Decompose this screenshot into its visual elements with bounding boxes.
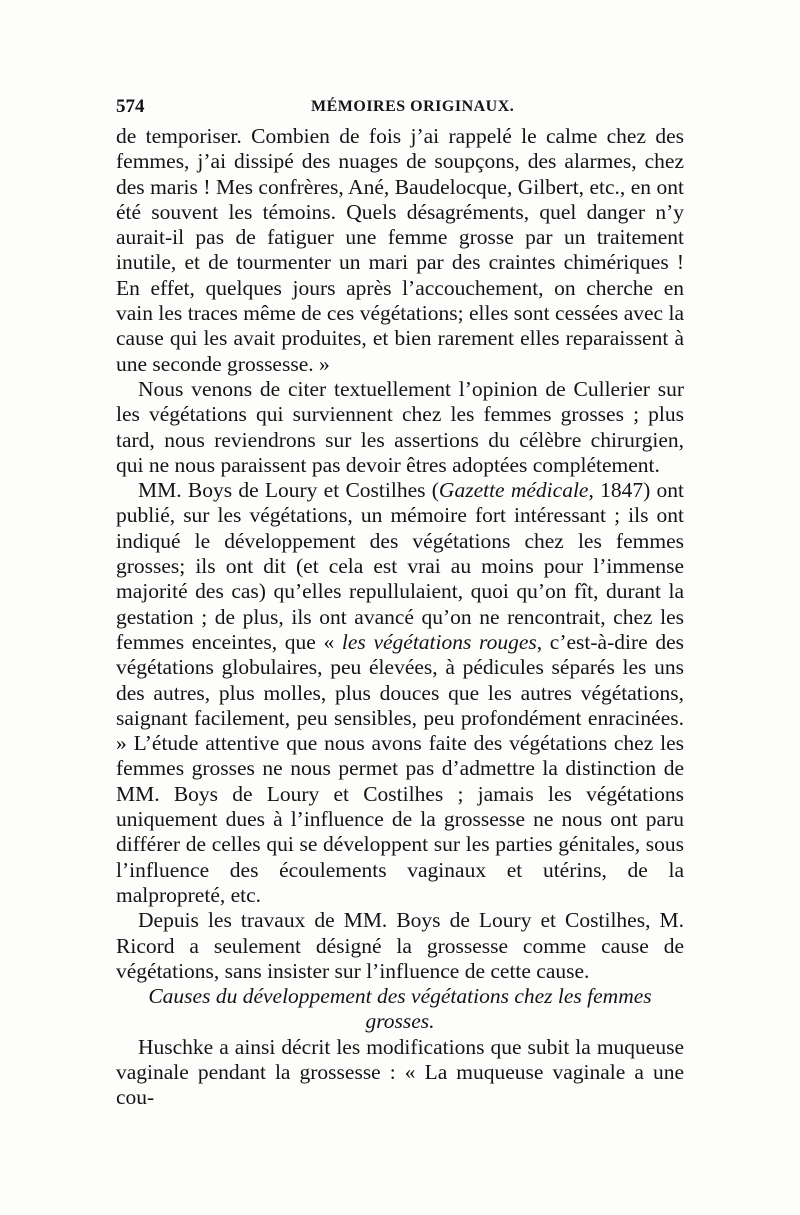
running-header (116, 96, 684, 122)
journal-title: Gazette médicale (438, 478, 589, 503)
running-title: MÉMOIRES ORIGINAUX. (311, 98, 515, 115)
paragraph-ricord: Depuis les travaux de MM. Boys de Loury et Costilhes, M. Ricord a seulement désigné la grossesse comme cause de végétations, sans insister sur l’influence de cette cause. (116, 908, 684, 983)
section-heading: Causes du développement des végétations chez les femmes grosses. (148, 984, 652, 1034)
paragraph-cullerier: Nous venons de citer textuellement l’opinion de Cullerier sur les végétations qui surviennent chez les femmes grosses ; plus tard, nous reviendrons sur les assertions du célèbre chirurgien, qui ne nous paraissent pas devoir êtres adoptées complétement. (116, 376, 684, 477)
page-number: 574 (116, 96, 145, 117)
paragraph-quote-end: de temporiser. Combien de fois j’ai rappelé le calme chez des femmes, j’ai dissipé des nuages de soupçons, des alarmes, chez des maris ! Mes confrères, Ané, Baudelocque, Gilbert, etc., en ont été souvent les témoins. Quels désagréments, quel danger n’y aurait-il pas de fatiguer une femme grosse par un traitement inutile, et de tourmenter un mari par des craintes chimériques ! En effet, quelques jours après l’accouchement, on cherche en vain les traces même de ces végétations; elles sont cessées avec la cause qui les avait produites, et bien rarement elles reparaissent à une seconde grossesse. » (116, 124, 684, 376)
body-text (116, 124, 684, 1111)
paragraph-boys-de-loury: MM. Boys de Loury et Costilhes (Gazette médicale, 1847) ont publié, sur les végétations, un mémoire fort intéressant ; ils ont indiqué le développement des végétations chez les femmes grosses; ils ont dit (et cela est vrai au moins pour l’immense majorité des cas) qu’elles repullulaient, quoi qu’on fît, durant la gestation ; de plus, ils ont avancé qu’on ne rencontrait, chez les femmes enceintes, que « les végétations rouges, c’est-à-dire des végétations globulaires, peu élevées, à pédicules séparés les uns des autres, plus molles, plus douces que les autres végétations, saignant facilement, peu sensibles, peu profondément enracinées. » L’étude attentive que nous avons faite des végétations chez les femmes grosses ne nous permet pas d’admettre la distinction de MM. Boys de Loury et Costilhes ; jamais les végétations uniquement dues à l’influence de la grossesse ne nous ont paru différer de celles qui se développent sur les parties génitales, sous l’influence des écoulements vaginaux et utérins, de la malpropreté, etc. (116, 478, 684, 907)
paragraph-huschke: Huschke a ainsi décrit les modifications que subit la muqueuse vaginale pendant la grossesse : « La muqueuse vaginale a une cou- (116, 1034, 684, 1110)
quoted-term: les végétations rouges (341, 629, 537, 654)
